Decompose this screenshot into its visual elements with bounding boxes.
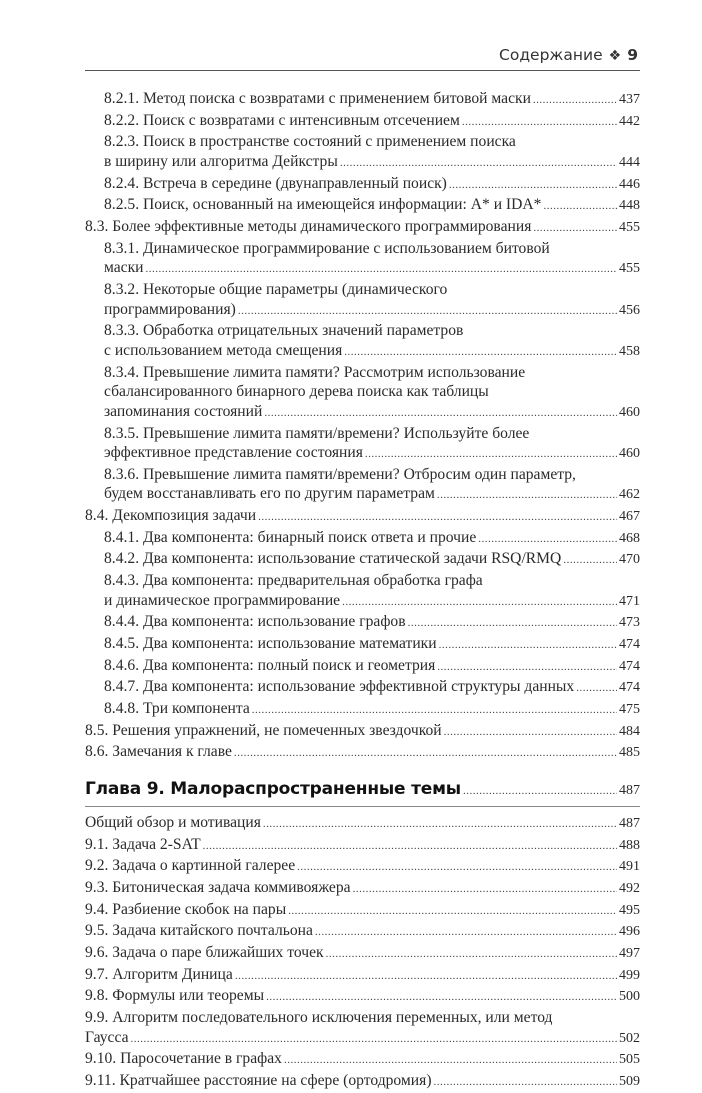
leader-dots [326, 945, 617, 965]
toc-page-number: 456 [619, 302, 640, 318]
toc-entry-text: 8.4.1. Два компонента: бинарный поиск ответа и прочие [104, 528, 477, 546]
toc-page-number: 497 [619, 945, 640, 961]
toc-entry-text: 8.3.5. Превышение лимита памяти/времени? Используйте более [104, 424, 530, 442]
toc-entry[interactable] [85, 900, 640, 922]
toc-entry-text: 8.3.3. Обработка отрицательных значений параметров [104, 322, 464, 340]
toc-entry-text: 8.4.7. Два компонента: использование эффективной структуры данных [104, 678, 575, 696]
toc-entry[interactable] [104, 195, 640, 217]
toc-entry[interactable] [104, 677, 640, 699]
leader-dots [342, 593, 617, 613]
toc-entry-text: 8.4.4. Два компонента: использование графов [104, 613, 406, 631]
toc-entry-text: будем восстанавливать его по другим параметрам [104, 485, 435, 503]
toc-page-number: 474 [619, 637, 640, 653]
toc-entry-text: 8.4.5. Два компонента: использование математики [104, 635, 437, 653]
leader-dots [444, 723, 617, 743]
toc-entry-text: 8.2.1. Метод поиска с возвратами с применением битовой маски [104, 90, 531, 107]
leader-dots [264, 404, 617, 424]
chapter-title: Глава 9. Малораспространенные темы [85, 779, 461, 799]
toc-page-number: 467 [619, 509, 640, 525]
leader-dots [434, 1073, 617, 1093]
leader-dots [266, 988, 617, 1008]
toc-page-number: 470 [619, 552, 640, 568]
toc-entry[interactable] [85, 1008, 640, 1049]
leader-dots [437, 658, 617, 678]
leader-dots [284, 1051, 617, 1071]
toc-page-number: 442 [619, 113, 640, 129]
leader-dots [238, 302, 617, 322]
toc-page-number: 444 [619, 154, 640, 170]
toc-entry-text: 8.5. Решения упражнений, не помеченных звездочкой [85, 721, 442, 739]
toc-page-number: 491 [619, 859, 640, 875]
toc-entry[interactable] [85, 878, 640, 900]
leader-dots [563, 551, 617, 571]
toc-entry[interactable] [85, 835, 640, 857]
toc-entry[interactable] [85, 965, 640, 987]
leader-dots [344, 343, 617, 363]
toc-entry[interactable] [85, 742, 640, 764]
toc-entry-text: 9.11. Кратчайшее расстояние на сфере (ортодромия) [85, 1071, 432, 1089]
toc-entry-text: 9.2. Задача о картинной галерее [85, 857, 296, 875]
toc-page-number: 500 [619, 989, 640, 1005]
section-title: Содержание [499, 46, 603, 64]
toc-entry-text: запоминания состояний [104, 402, 263, 420]
toc-page-number: 455 [619, 219, 640, 235]
toc-entry-text: 9.7. Алгоритм Диница [85, 965, 233, 983]
toc-entry-text: 8.4.2. Два компонента: использование статической задачи RSQ/RMQ [104, 550, 562, 568]
toc-page-number: 473 [619, 615, 640, 631]
toc-entry-text: 8.4. Декомпозиция задачи [85, 507, 257, 525]
toc-entry[interactable] [104, 571, 640, 612]
toc-entry-text: 8.3.1. Динамическое программирование с использованием битовой [104, 239, 550, 257]
toc-entry[interactable] [104, 656, 640, 678]
toc-entry-text: в ширину или алгоритма Дейкстры [104, 152, 338, 170]
toc-entry-text: 8.6. Замечания к главе [85, 743, 232, 761]
toc-entry[interactable] [85, 986, 640, 1008]
leader-dots [131, 1030, 617, 1050]
toc-section-chapter-9 [85, 813, 640, 1093]
toc-entry[interactable] [85, 506, 640, 528]
leader-dots [263, 815, 617, 835]
toc-entry-text: 9.10. Паросочетание в графах [85, 1050, 282, 1068]
toc-entry[interactable] [104, 634, 640, 656]
toc-entry[interactable] [85, 856, 640, 878]
leader-dots [533, 91, 617, 111]
toc-entry[interactable] [104, 363, 640, 424]
leader-dots [252, 701, 617, 721]
toc-page-number: 509 [619, 1073, 640, 1089]
toc-page-number: 455 [619, 261, 640, 277]
toc-entry[interactable] [104, 549, 640, 571]
toc-chapter-heading[interactable] [85, 778, 640, 807]
toc-entry[interactable] [104, 424, 640, 465]
running-header [85, 44, 640, 71]
toc-page-number: 468 [619, 530, 640, 546]
toc-entry[interactable] [104, 280, 640, 321]
leader-dots [340, 154, 617, 174]
leader-dots [235, 967, 617, 987]
toc-entry[interactable] [104, 174, 640, 196]
toc-entry[interactable] [85, 217, 640, 239]
ornament-icon: ❖ [608, 48, 622, 64]
toc-page-number: 437 [619, 92, 640, 107]
toc-entry-text: 9.6. Задача о паре ближайших точек [85, 943, 324, 961]
toc-page-number: 499 [619, 967, 640, 983]
leader-dots [258, 508, 617, 528]
toc-entry[interactable] [85, 1049, 640, 1071]
page-number: 9 [627, 46, 638, 64]
toc-entry-text: 9.4. Разбиение скобок на пары [85, 900, 287, 918]
toc-entry[interactable] [85, 921, 640, 943]
toc-page-number: 460 [619, 404, 640, 420]
toc-page-number: 446 [619, 176, 640, 192]
toc-page-number: 458 [619, 343, 640, 359]
leader-dots [439, 636, 617, 656]
toc-page-number: 475 [619, 702, 640, 718]
toc-entry-text: Общий обзор и мотивация [85, 814, 261, 831]
leader-dots [533, 219, 617, 239]
toc-entry-text: 8.2.2. Поиск с возвратами с интенсивным отсечением [104, 111, 460, 129]
toc-section-chapter-8 [85, 89, 640, 764]
toc-entry-text: 8.4.3. Два компонента: предварительная обработка графа [104, 572, 483, 590]
toc-page-number: 485 [619, 745, 640, 761]
toc-page-number: 495 [619, 902, 640, 918]
toc-entry-text: 8.4.8. Три компонента [104, 700, 250, 718]
toc-entry-text: 8.2.4. Встреча в середине (двунаправленный поиск) [104, 174, 447, 192]
toc-entry-text: 8.3.6. Превышение лимита памяти/времени? Отбросим один параметр, [104, 465, 576, 483]
table-of-contents [85, 89, 640, 1093]
leader-dots [408, 614, 617, 634]
toc-entry-text: 8.4.6. Два компонента: полный поиск и геометрия [104, 656, 436, 674]
toc-entry[interactable] [85, 943, 640, 965]
toc-entry-text: эффективное представление состояния [104, 444, 363, 462]
leader-dots [437, 486, 617, 506]
toc-page-number: 502 [619, 1030, 640, 1046]
toc-page-number: 460 [619, 446, 640, 462]
toc-entry-text: 8.3. Более эффективные методы динамического программирования [85, 217, 532, 235]
toc-entry-text: 9.3. Битоническая задача коммивояжера [85, 878, 351, 896]
toc-entry-text: 8.2.5. Поиск, основанный на имеющейся информации: A* и IDA* [104, 196, 542, 214]
chapter-page: 487 [619, 783, 640, 798]
leader-dots [146, 260, 617, 280]
toc-entry-text: 9.1. Задача 2-SAT [85, 835, 201, 853]
leader-dots [365, 445, 617, 465]
toc-entry[interactable] [104, 111, 640, 133]
toc-entry-text: 9.9. Алгоритм последовательного исключения переменных, или метод [85, 1008, 553, 1026]
leader-dots [463, 780, 617, 802]
toc-entry-text: сбалансированного бинарного дерева поиска как таблицы [104, 383, 489, 401]
leader-dots [449, 176, 617, 196]
leader-dots [462, 113, 617, 133]
leader-dots [353, 880, 617, 900]
toc-entry[interactable] [104, 612, 640, 634]
toc-page-number: 484 [619, 723, 640, 739]
toc-entry[interactable] [85, 721, 640, 743]
toc-entry-text: и динамическое программирование [104, 591, 341, 609]
toc-page-number: 487 [619, 816, 640, 831]
leader-dots [315, 923, 617, 943]
toc-entry-text: маски [104, 259, 144, 277]
toc-entry[interactable] [85, 813, 640, 835]
toc-entry[interactable] [104, 132, 640, 173]
toc-entry[interactable] [104, 321, 640, 362]
toc-entry[interactable] [104, 699, 640, 721]
running-header-text [499, 46, 638, 64]
toc-entry-text: 9.8. Формулы или теоремы [85, 987, 265, 1005]
leader-dots [297, 858, 617, 878]
toc-page-number: 505 [619, 1052, 640, 1068]
toc-page-number: 474 [619, 680, 640, 696]
leader-dots [478, 530, 617, 550]
toc-page-number: 488 [619, 837, 640, 853]
toc-page-number: 492 [619, 880, 640, 896]
toc-page-number: 474 [619, 658, 640, 674]
toc-entry[interactable] [104, 465, 640, 506]
toc-page-number: 471 [619, 593, 640, 609]
toc-page-number: 496 [619, 924, 640, 940]
leader-dots [543, 197, 617, 217]
toc-entry-text: Гаусса [85, 1028, 129, 1046]
toc-entry-text: 9.5. Задача китайского почтальона [85, 922, 313, 940]
toc-entry-text: 8.2.3. Поиск в пространстве состояний с применением поиска [104, 133, 516, 151]
toc-page-number: 462 [619, 487, 640, 503]
toc-entry-text: программирования) [104, 300, 236, 318]
toc-page-number: 448 [619, 198, 640, 214]
toc-entry[interactable] [85, 1071, 640, 1093]
toc-entry-text: 8.3.2. Некоторые общие параметры (динамического [104, 280, 448, 298]
toc-entry-text: с использованием метода смещения [104, 341, 343, 359]
toc-entry-text: 8.3.4. Превышение лимита памяти? Рассмотрим использование [104, 363, 526, 381]
leader-dots [203, 837, 617, 857]
leader-dots [576, 679, 617, 699]
toc-entry[interactable] [104, 89, 640, 111]
leader-dots [288, 902, 617, 922]
toc-entry[interactable] [104, 528, 640, 550]
toc-entry[interactable] [104, 239, 640, 280]
leader-dots [234, 744, 617, 764]
